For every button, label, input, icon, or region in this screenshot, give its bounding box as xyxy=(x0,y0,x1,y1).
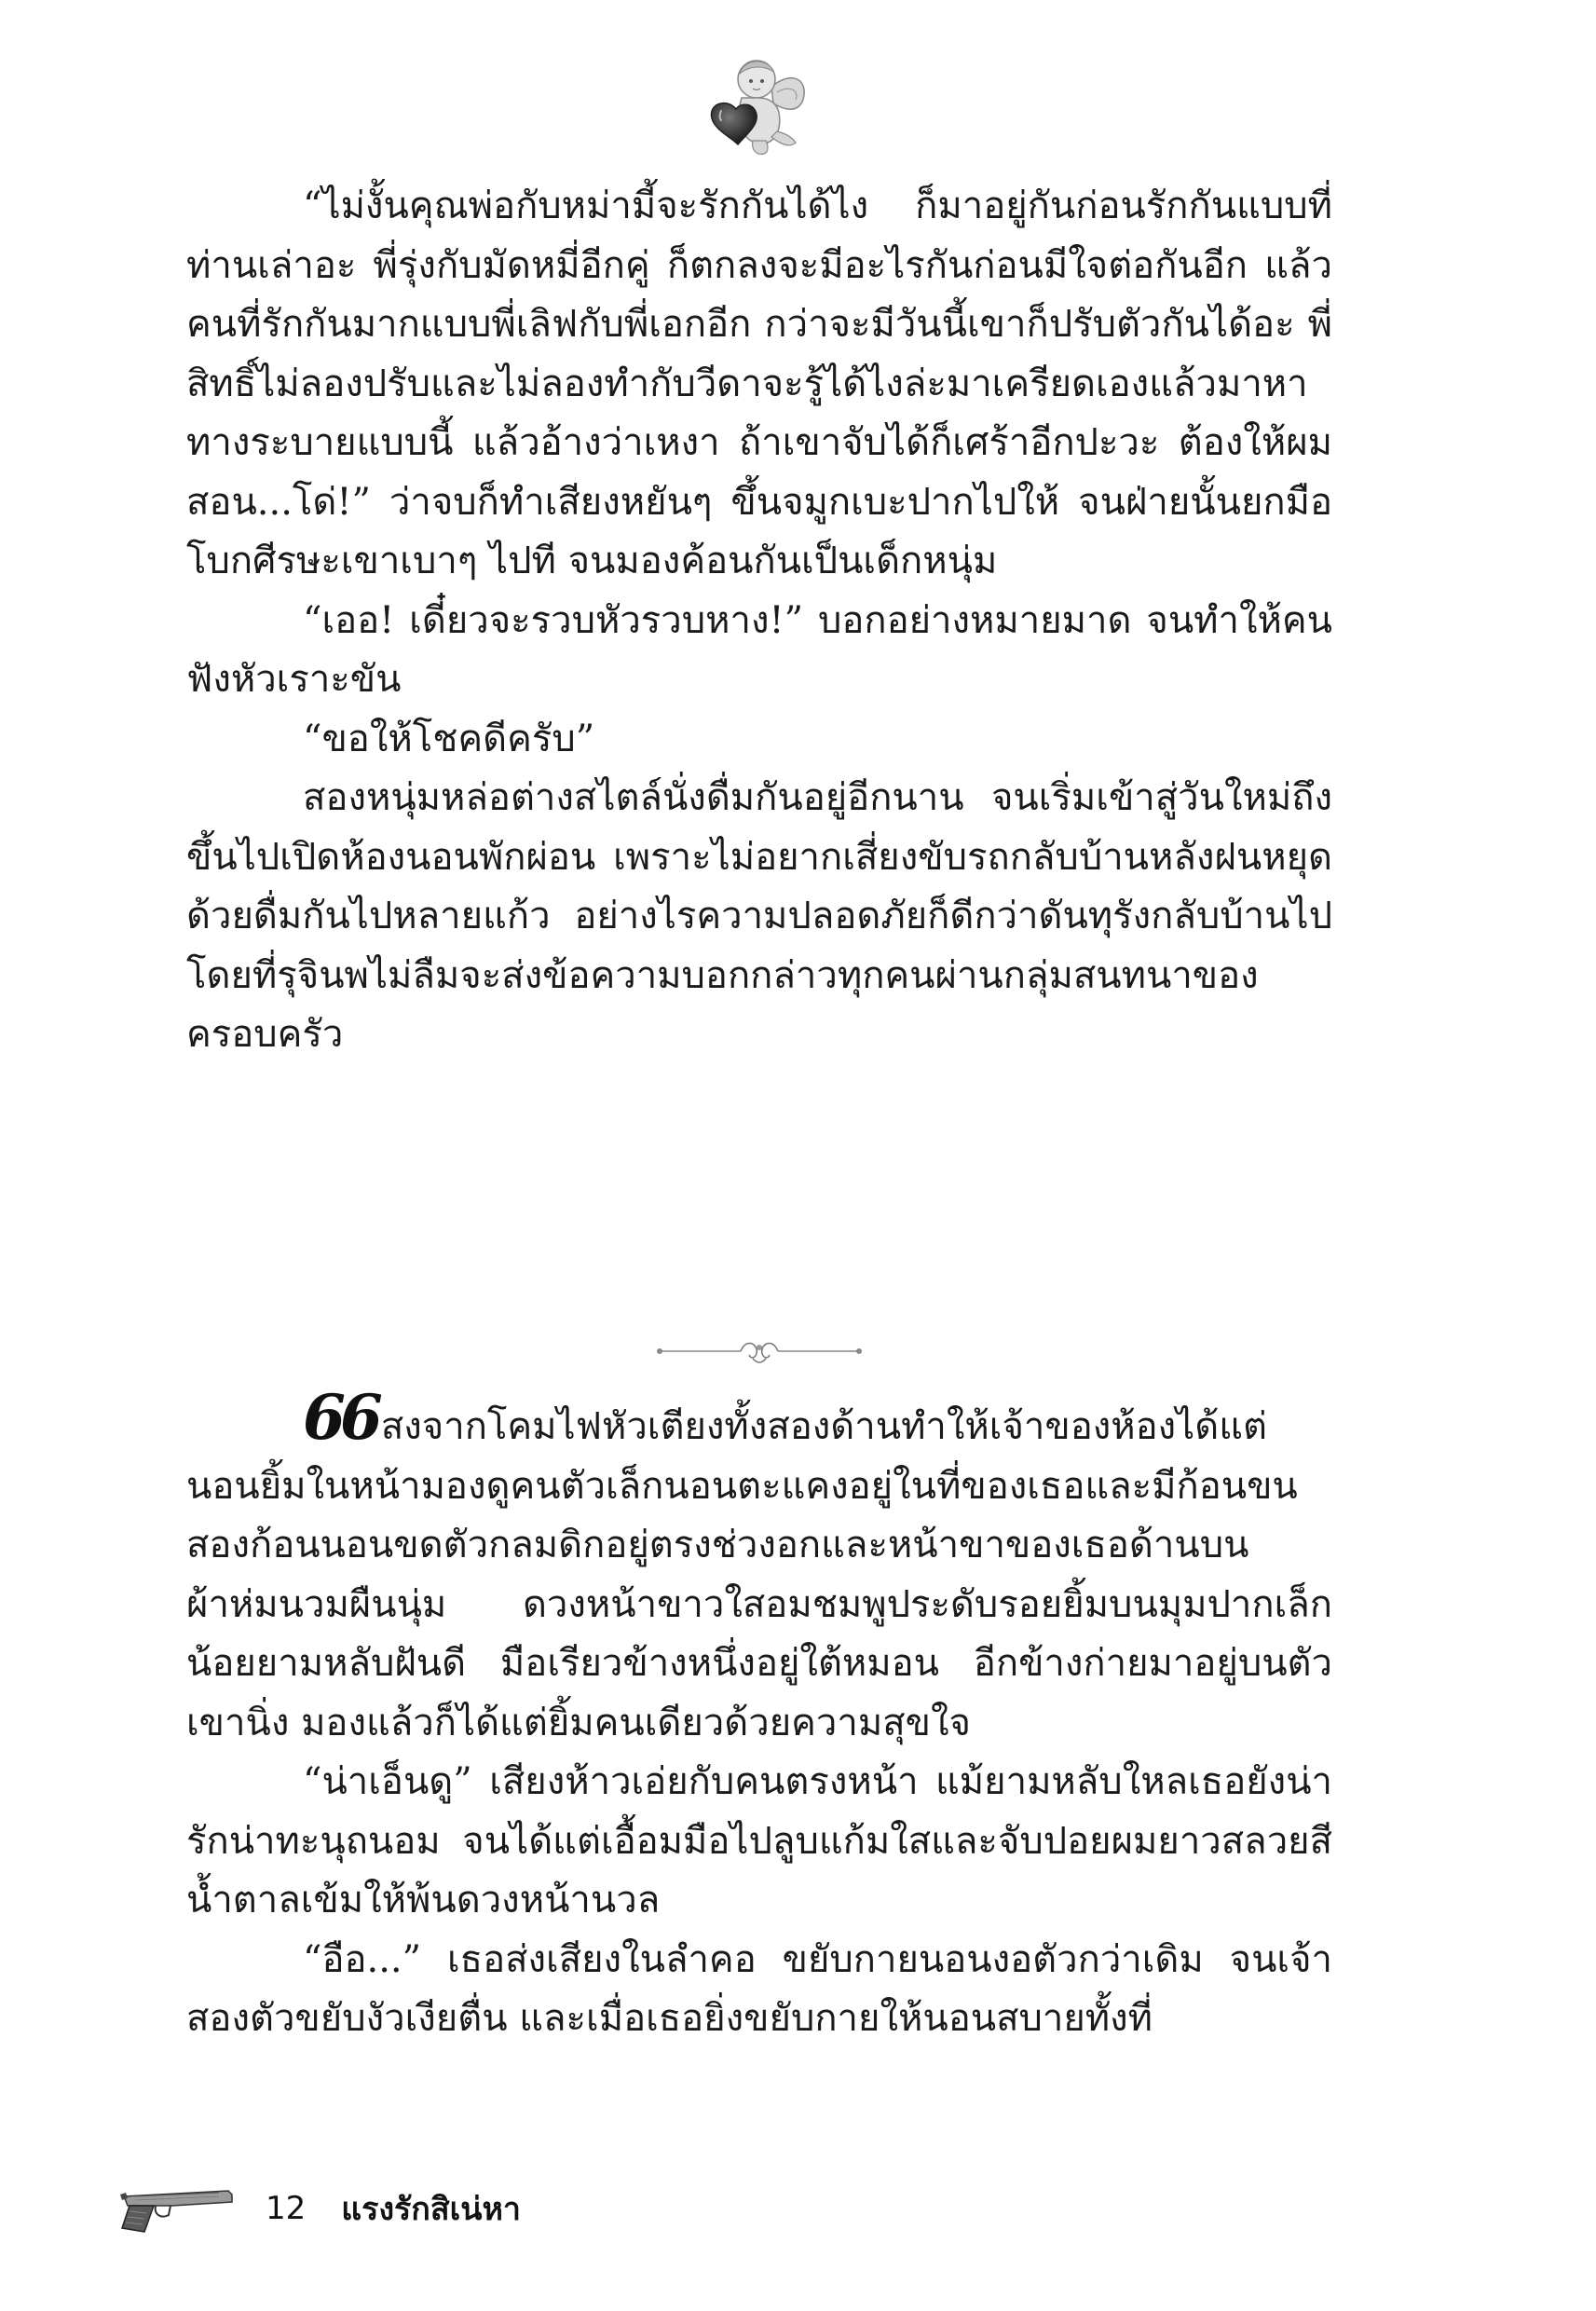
page-number: 12 xyxy=(266,2190,307,2227)
paragraph-text: สงจากโคมไฟหัวเตียงทั้งสองด้านทำให้เจ้าของห้องได้แต่นอนยิ้มในหน้ามองดูคนตัวเล็กนอนตะแคงอยู่ในที่ของเธอและมีก้อนขนสองก้อนนอนขดตัวกลมดิกอยู่ตรงช่วงอกและหน้าขาของเธอด้านบนผ้าห่มนวมผืนนุ่ม ดวงหน้าขาวใสอมชมพูประดับรอยยิ้มบนมุมปากเล็กน้อยยามหลับฝันดี มือเรียวข้างหนึ่งอยู่ใต้หมอน อีกข้างก่ายมาอยู่บนตัวเขานิ่ง มองแล้วก็ได้แต่ยิ้มคนเดียวด้วยความสุขใจ xyxy=(186,1405,1332,1744)
dropcap-quote: 66 xyxy=(303,1381,377,1454)
paragraph-with-dropcap xyxy=(186,1381,1332,1753)
body-text-part-1 xyxy=(186,177,1332,1065)
flourish-divider-icon xyxy=(652,1333,866,1370)
paragraph: “น่าเอ็นดู” เสียงห้าวเอ่ยกับคนตรงหน้า แม้ยามหลับใหลเธอยังน่ารักน่าทะนุถนอม จนได้แต่เอื้อมมือไปลูบแก้มใสและจับปอยผมยาวสลวยสีน้ำตาลเข้มให้พ้นดวงหน้านวล xyxy=(186,1760,1332,1921)
paragraph: “อือ...” เธอส่งเสียงในลำคอ ขยับกายนอนงอตัวกว่าเดิม จนเจ้าสองตัวขยับงัวเงียตื่น และเมื่อเธอยิ่งขยับกายให้นอนสบายทั้งที่ xyxy=(186,1937,1332,2040)
body-text-part-2 xyxy=(186,1381,1332,2049)
pistol-icon xyxy=(116,2183,238,2235)
page-footer xyxy=(116,2176,521,2241)
paragraph: “ไม่งั้นคุณพ่อกับหม่ามี้จะรักกันได้ไง ก็มาอยู่กันก่อนรักกันแบบที่ท่านเล่าอะ พี่รุ่งกับมัดหมี่อีกคู่ ก็ตกลงจะมีอะไรกันก่อนมีใจต่อกันอีก แล้วคนที่รักกันมากแบบพี่เลิฟกับพี่เอกอีก กว่าจะมีวันนี้เขาก็ปรับตัวกันได้อะ พี่สิทธิ์ไม่ลองปรับและไม่ลองทำกับวีดาจะรู้ได้ไงล่ะมาเครียดเองแล้วมาหาทางระบายแบบนี้ แล้วอ้างว่าเหงา ถ้าเขาจับได้ก็เศร้าอีกปะวะ ต้องให้ผมสอน...โด่!” ว่าจบก็ทำเสียงหยันๆ ขึ้นจมูกเบะปากไปให้ จนฝ่ายนั้นยกมือโบกศีรษะเขาเบาๆ ไปที จนมองค้อนกันเป็นเด็กหนุ่ม xyxy=(186,185,1332,582)
book-title: แรงรักสิเน่หา xyxy=(341,2191,522,2228)
cherub-heart-icon xyxy=(699,51,811,158)
paragraph: สองหนุ่มหล่อต่างสไตล์นั่งดื่มกันอยู่อีกนาน จนเริ่มเข้าสู่วันใหม่ถึงขึ้นไปเปิดห้องนอนพักผ่อน เพราะไม่อยากเสี่ยงขับรถกลับบ้านหลังฝนหยุดด้วยดื่มกันไปหลายแก้ว อย่างไรความปลอดภัยก็ดีกว่าดันทุรังกลับบ้านไป โดยที่รุจินพไม่ลืมจะส่งข้อความบอกกล่าวทุกคนผ่านกลุ่มสนทนาของครอบครัว xyxy=(186,776,1332,1056)
paragraph: “เออ! เดี๋ยวจะรวบหัวรวบหาง!” บอกอย่างหมายมาด จนทำให้คนฟังหัวเราะขัน xyxy=(186,598,1332,701)
paragraph: “ขอให้โชคดีครับ” xyxy=(303,717,595,760)
